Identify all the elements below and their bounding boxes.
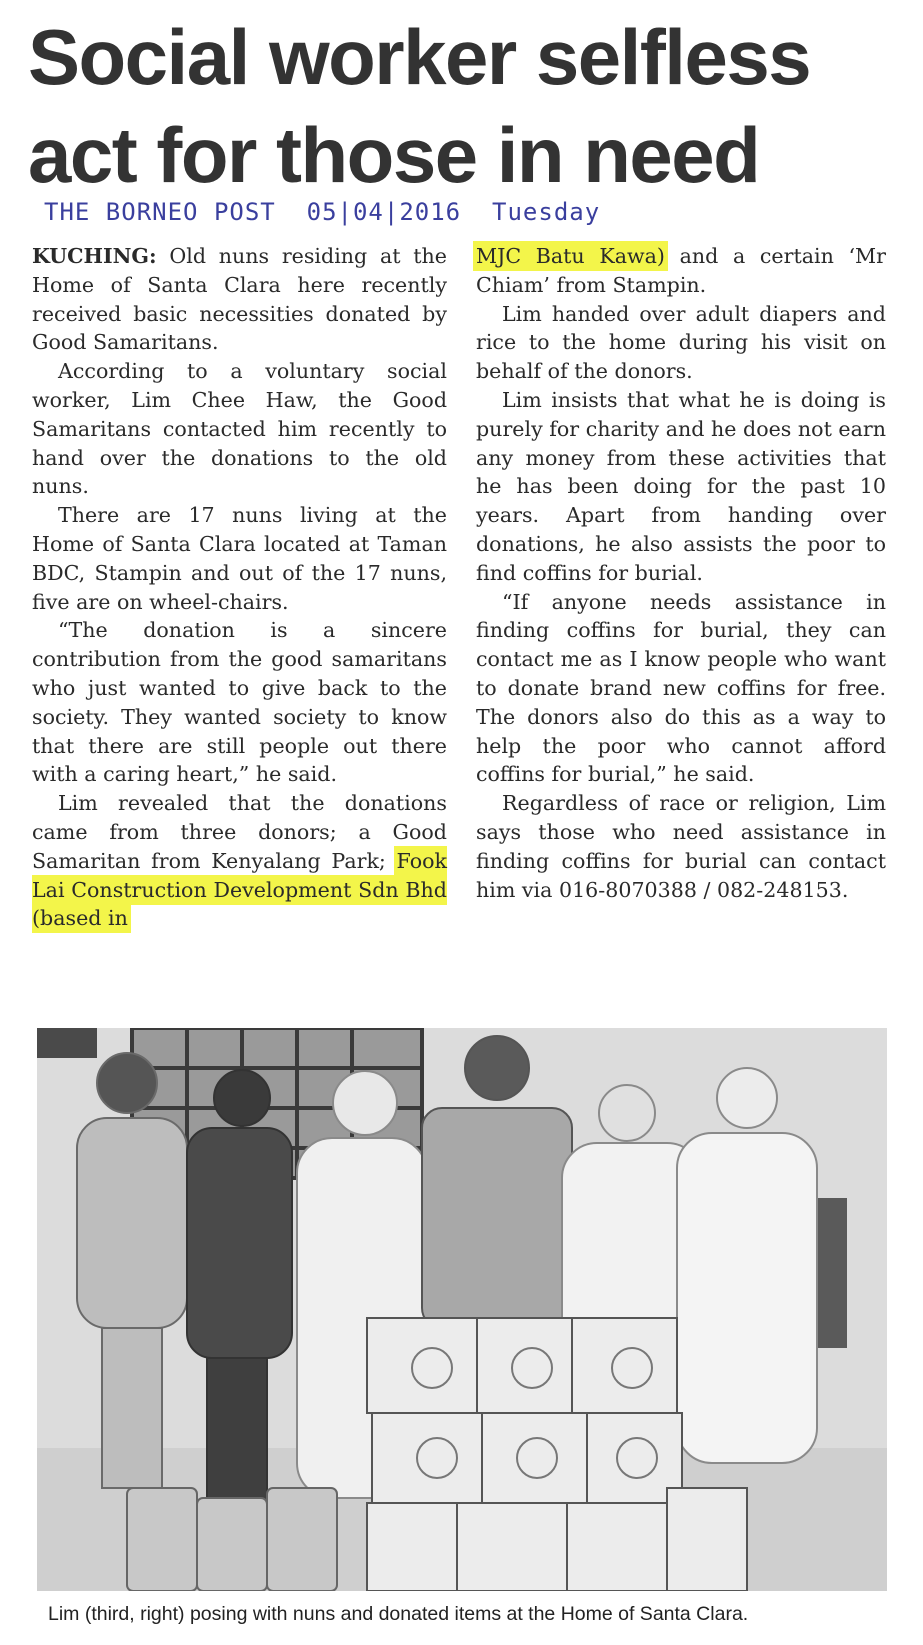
paragraph-continued-text: and a certain ‘Mr Chiam’ from Stampin. [476,244,886,297]
paragraph-continued [476,242,886,300]
paragraph-5-text: Lim revealed that the donations came from three donors; a Good Samaritan from Kenyalang Park; [32,791,447,873]
paragraph-8: “If anyone needs assistance in finding coffins for burial, they can contact me as I know people who want to donate brand new coffins for free. The donors also do this as a way to help the poor who cannot afford coffins for burial,” he said. [476,589,886,787]
article-photo [37,1028,887,1591]
right-column [476,242,886,904]
handwritten-source-note: THE BORNEO POST 05|04|2016 Tuesday [44,198,601,226]
paragraph-9: Regardless of race or religion, Lim says those who need assistance in finding coffins for burial can contact him via 016-8070388 / 082-248153. [476,791,886,902]
headline-line-2: act for those in need [28,111,760,199]
headline-line-1: Social worker selfless [28,13,811,101]
paragraph-3: There are 17 nuns living at the Home of Santa Clara located at Taman BDC, Stampin and out of the 17 nuns, five are on wheel-chairs. [32,503,447,614]
highlighted-donor-location: MJC Batu Kawa) [476,244,665,268]
paragraph-2: According to a voluntary social worker, Lim Chee Haw, the Good Samaritans contacted him recently to hand over the donations to the old nuns. [32,359,447,499]
paragraph-1 [32,242,447,357]
headline [28,8,908,204]
rice-sacks [127,1488,337,1591]
paragraph-5 [32,789,447,933]
photo-caption: Lim (third, right) posing with nuns and donated items at the Home of Santa Clara. [48,1603,749,1625]
dateline: KUCHING: [32,244,157,268]
paragraph-4: “The donation is a sincere contribution from the good samaritans who just wanted to give back to the society. They wanted society to know that there are still people out there with a caring heart,” he said. [32,618,447,787]
left-column [32,242,447,933]
paragraph-6: Lim handed over adult diapers and rice to the home during his visit on behalf of the donors. [476,301,886,384]
paragraph-1-text: Old nuns residing at the Home of Santa Clara here recently received basic necessities donated by Good Samaritans. [32,244,447,355]
highlighted-donor-name: Fook Lai Construction Development Sdn Bhd (based in [32,848,447,931]
paragraph-7: Lim insists that what he is doing is purely for charity and he does not earn any money from these activities that he has been doing for the past 10 years. Apart from handing over donations, he also assists the poor to find coffins for burial. [476,387,886,585]
